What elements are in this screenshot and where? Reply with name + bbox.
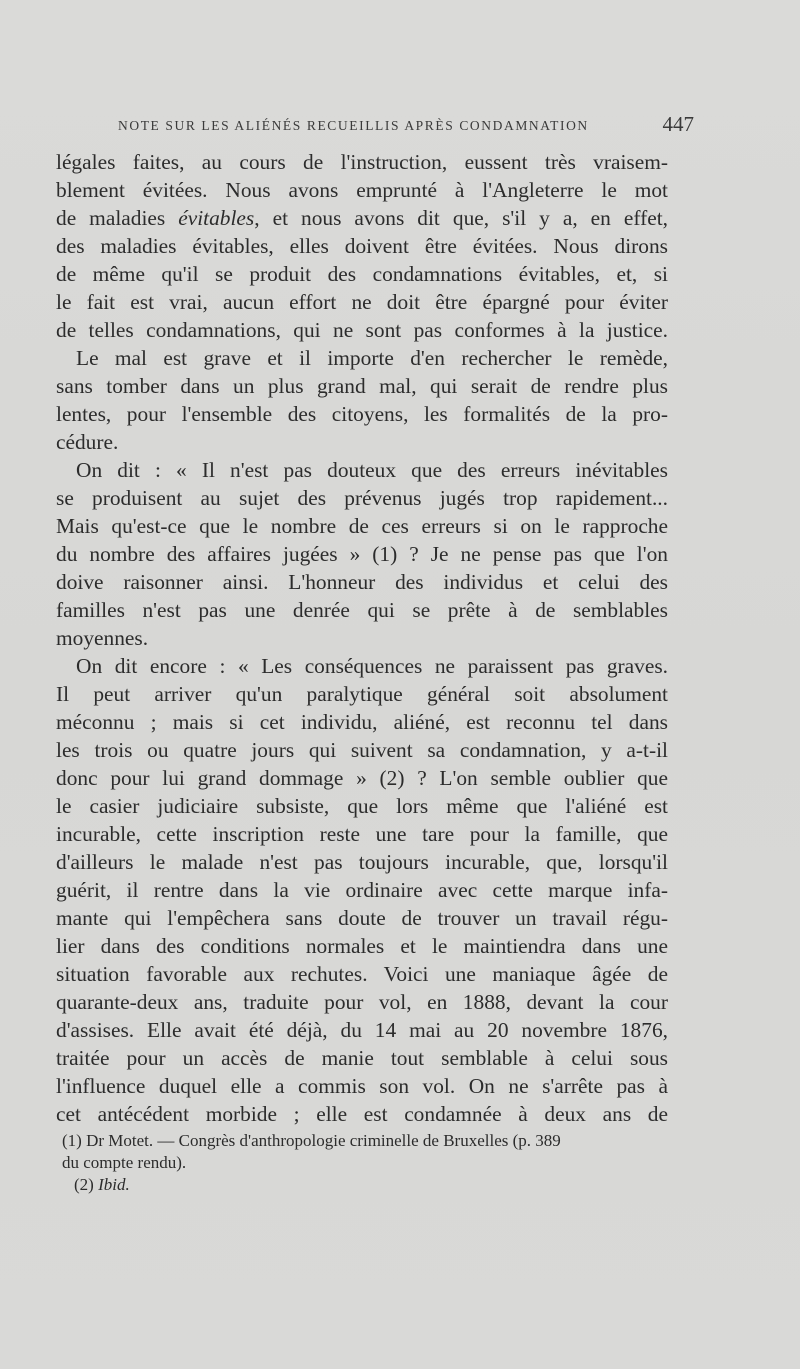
text-line: mante qui l'empêchera sans doute de trouver un travail régu- [56, 906, 668, 930]
text-line: sans tomber dans un plus grand mal, qui serait de rendre plus [56, 374, 668, 398]
text-line: le fait est vrai, aucun effort ne doit être épargné pour éviter [56, 290, 668, 314]
text-line: Il peut arriver qu'un paralytique général soit absolument [56, 682, 668, 706]
text-line: familles n'est pas une denrée qui se prête à de semblables [56, 598, 668, 622]
text-line: méconnu ; mais si cet individu, aliéné, est reconnu tel dans [56, 710, 668, 734]
footnote-1-continued: du compte rendu). [62, 1153, 187, 1172]
text-line: d'assises. Elle avait été déjà, du 14 mai au 20 novembre 1876, [56, 1018, 668, 1042]
text-line: se produisent au sujet des prévenus jugés trop rapidement... [56, 486, 668, 510]
text-line: donc pour lui grand dommage » (2) ? L'on semble oublier que [56, 766, 668, 790]
text-line: moyennes. [56, 626, 149, 650]
italic-term: évitables [178, 206, 255, 230]
footnotes [62, 1130, 672, 1196]
text-line: du nombre des affaires jugées » (1) ? Je ne pense pas que l'on [56, 542, 668, 566]
text-line: situation favorable aux rechutes. Voici une maniaque âgée de [56, 962, 668, 986]
text-line: d'ailleurs le malade n'est pas toujours incurable, que, lorsqu'il [56, 850, 668, 874]
text-line: de même qu'il se produit des condamnations évitables, et, si [56, 262, 668, 286]
text-line: blement évitées. Nous avons emprunté à l'Angleterre le mot [56, 178, 668, 202]
running-title: NOTE SUR LES ALIÉNÉS RECUEILLIS APRÈS CONDAMNATION [118, 118, 589, 133]
text-line: le casier judiciaire subsiste, que lors même que l'aliéné est [56, 794, 668, 818]
text-line: les trois ou quatre jours qui suivent sa condamnation, y a-t-il [56, 738, 668, 762]
text-line: des maladies évitables, elles doivent être évitées. Nous dirons [56, 234, 668, 258]
text-line: traitée pour un accès de manie tout semblable à celui sous [56, 1046, 668, 1070]
text-line: cet antécédent morbide ; elle est condamnée à deux ans de [56, 1102, 668, 1126]
body-text [56, 148, 668, 1128]
text-line: Mais qu'est-ce que le nombre de ces erreurs si on le rapproche [56, 514, 668, 538]
text-line: lier dans des conditions normales et le maintiendra dans une [56, 934, 668, 958]
paragraph-start-line: On dit : « Il n'est pas douteux que des erreurs inévitables [76, 458, 668, 482]
text-line: incurable, cette inscription reste une tare pour la famille, que [56, 822, 668, 846]
footnote-1: (1) Dr Motet. — Congrès d'anthropologie criminelle de Bruxelles (p. 389 [62, 1131, 561, 1150]
paragraph-start-line: Le mal est grave et il importe d'en rechercher le remède, [76, 346, 668, 370]
text-line: l'influence duquel elle a commis son vol. On ne s'arrête pas à [56, 1074, 668, 1098]
footnote-2: (2) Ibid. [74, 1175, 130, 1194]
text-line-with-italic: de maladies évitables, et nous avons dit que, s'il y a, en effet, [56, 206, 668, 230]
text-line: guérit, il rentre dans la vie ordinaire avec cette marque infa- [56, 878, 668, 902]
text-line: doive raisonner ainsi. L'honneur des individus et celui des [56, 570, 668, 594]
text-line: légales faites, au cours de l'instruction, eussent très vraisem- [56, 150, 668, 174]
paragraph-start-line: On dit encore : « Les conséquences ne paraissent pas graves. [76, 654, 668, 678]
text-line: quarante-deux ans, traduite pour vol, en 1888, devant la cour [56, 990, 668, 1014]
text-line: cédure. [56, 430, 119, 454]
footnote-ibid: Ibid. [98, 1175, 130, 1194]
page-number: 447 [662, 112, 694, 136]
text-line: de telles condamnations, qui ne sont pas conformes à la justice. [56, 318, 668, 342]
text-line: lentes, pour l'ensemble des citoyens, les formalités de la pro- [56, 402, 668, 426]
